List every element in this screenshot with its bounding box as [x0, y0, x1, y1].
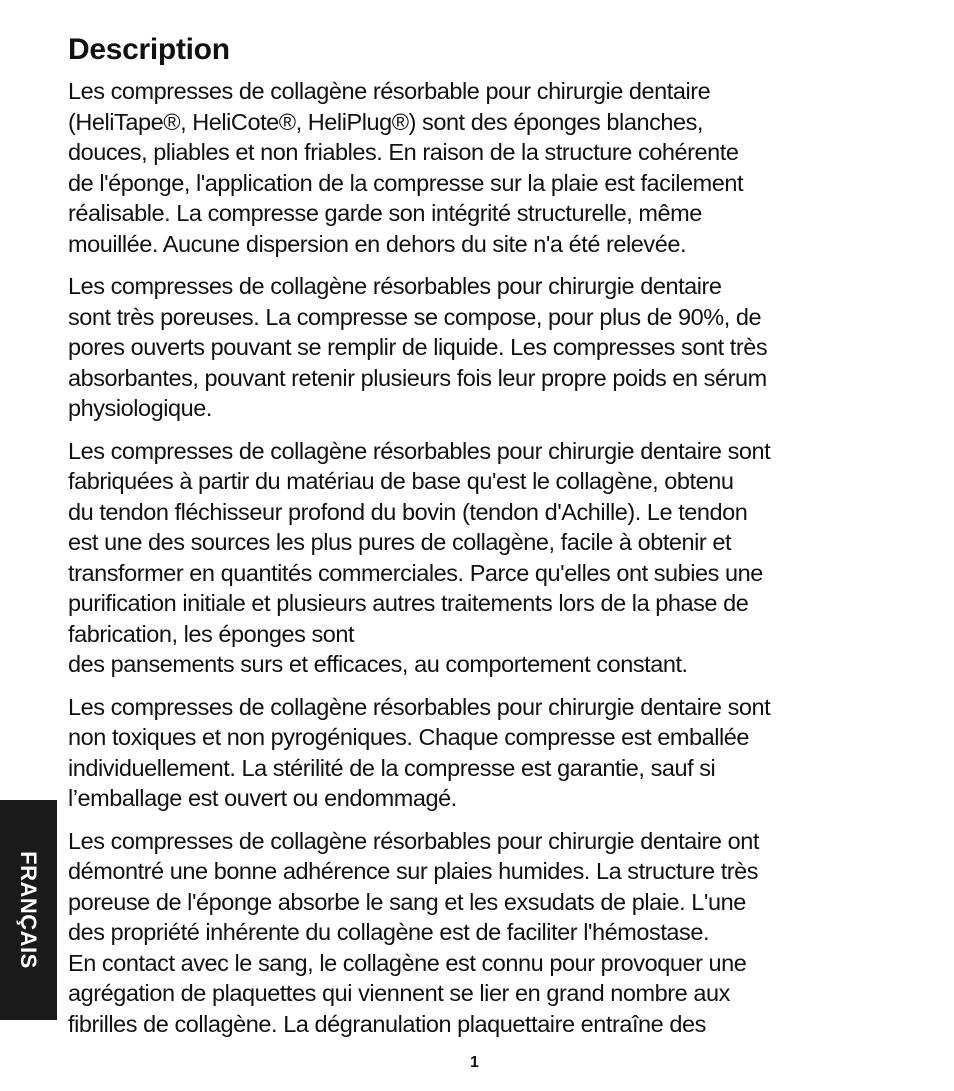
document-page — [68, 30, 900, 1051]
text-line: Les compresses de collagène résorbables pour chirurgie dentaire ont — [68, 827, 759, 854]
text-line: est une des sources les plus pures de collagène, facile à obtenir et — [68, 529, 732, 555]
text-line: En contact avec le sang, le collagène est connu pour provoquer une — [68, 949, 747, 976]
text-line: du tendon fléchisseur profond du bovin (tendon d'Achille). Le tendon — [68, 498, 748, 525]
text-line: des propriété inhérente du collagène est de faciliter l'hémostase. — [68, 919, 710, 945]
text-line: agrégation de plaquettes qui viennent se lier en grand nombre aux — [68, 980, 730, 1006]
paragraph — [68, 826, 900, 1040]
text-line: transformer en quantités commerciales. Parce qu'elles ont subies une — [68, 559, 763, 586]
text-line: absorbantes, pouvant retenir plusieurs fois leur propre poids en sérum — [68, 364, 767, 391]
text-line: Les compresses de collagène résorbables pour chirurgie dentaire — [68, 273, 722, 299]
text-line: l’emballage est ouvert ou endommagé. — [68, 785, 457, 811]
paragraph — [68, 692, 900, 814]
paragraph — [68, 271, 900, 424]
text-line: mouillée. Aucune dispersion en dehors du site n'a été relevée. — [68, 230, 687, 257]
text-line: douces, pliables et non friables. En raison de la structure cohérente — [68, 139, 739, 165]
text-line: de l'éponge, l'application de la compresse sur la plaie est facilement — [68, 169, 744, 196]
text-line: Les compresses de collagène résorbables pour chirurgie dentaire sont — [68, 693, 771, 720]
text-line: pores ouverts pouvant se remplir de liquide. Les compresses sont très — [68, 334, 768, 360]
page-number: 1 — [470, 1054, 479, 1071]
text-line: fibrilles de collagène. La dégranulation plaquettaire entraîne des — [68, 1010, 706, 1037]
text-line: non toxiques et non pyrogéniques. Chaque compresse est emballée — [68, 724, 750, 750]
paragraph — [68, 76, 900, 259]
text-line: fabrication, les éponges sont — [68, 620, 355, 647]
text-line: des pansements surs et efficaces, au comportement constant. — [68, 651, 688, 677]
language-label: FRANÇAIS — [16, 851, 41, 969]
text-line: démontré une bonne adhérence sur plaies humides. La structure très — [68, 858, 759, 884]
language-side-tab — [0, 800, 57, 1020]
text-line: physiologique. — [68, 395, 212, 421]
text-line: Les compresses de collagène résorbable pour chirurgie dentaire — [68, 78, 711, 104]
paragraph — [68, 436, 900, 680]
text-line: (HeliTape®, HeliCote®, HeliPlug®) sont des éponges blanches, — [68, 108, 703, 135]
text-line: sont très poreuses. La compresse se compose, pour plus de 90%, de — [68, 303, 762, 330]
text-line: fabriquées à partir du matériau de base qu'est le collagène, obtenu — [68, 468, 734, 494]
text-line: Les compresses de collagène résorbables pour chirurgie dentaire sont — [68, 437, 771, 464]
paragraph-container — [68, 76, 900, 1039]
section-title: Description — [68, 33, 230, 66]
text-line: individuellement. La stérilité de la compresse est garantie, sauf si — [68, 754, 716, 781]
text-line: poreuse de l'éponge absorbe le sang et les exsudats de plaie. L'une — [68, 888, 746, 915]
text-line: réalisable. La compresse garde son intégrité structurelle, même — [68, 200, 702, 226]
text-line: purification initiale et plusieurs autres traitements lors de la phase de — [68, 590, 749, 616]
